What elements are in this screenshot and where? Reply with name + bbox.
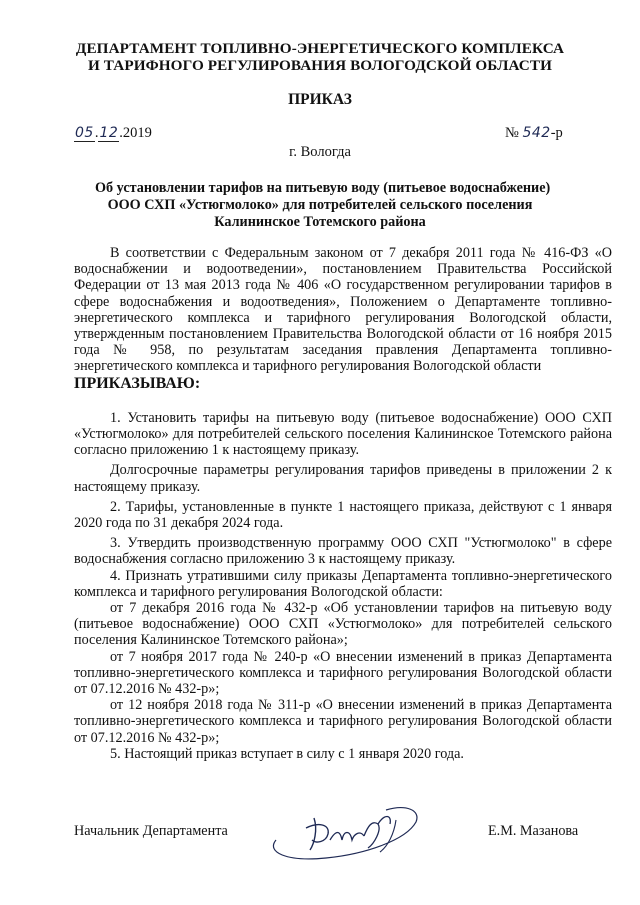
document-type: ПРИКАЗ bbox=[288, 91, 352, 108]
item-paragraph-9: 5. Настоящий приказ вступает в силу с 1 января 2020 года. bbox=[110, 745, 464, 762]
item-paragraph-5: 4. Признать утратившими силу приказы Департамента топливно-энергетического комплекса и тарифного регулирования Вологодской области: bbox=[74, 567, 612, 600]
item-paragraph-4: 3. Утвердить производственную программу ООО СХП "Устюгмолоко" в сфере водоснабжения согласно приложению 3 к настоящему приказу. bbox=[74, 535, 612, 568]
order-city: г. Вологда bbox=[289, 144, 351, 160]
order-number-value: 542 bbox=[522, 125, 551, 141]
order-number-suffix: -р bbox=[550, 125, 563, 141]
order-date-day: 05 bbox=[75, 125, 94, 141]
order-number-prefix: № bbox=[505, 125, 519, 141]
item-paragraph-7: от 7 ноября 2017 года № 240-р «О внесении изменений в приказ Департамента топливно-энергетического комплекса и тарифного регулирования Вологодской области от 07.12.2016 № 432-р»; bbox=[74, 648, 612, 698]
item-paragraph-1: 1. Установить тарифы на питьевую воду (питьевое водоснабжение) ООО СХП «Устюгмолоко» для потребителей сельского поселения Калининское Тотемского района согласно приложению 1 к настоящему приказу. bbox=[74, 409, 612, 459]
order-title bbox=[95, 180, 551, 231]
signatory-position: Начальник Департамента bbox=[74, 823, 228, 839]
handwritten-signature bbox=[256, 800, 426, 864]
preamble-paragraph: В соответствии с Федеральным законом от 7 декабря 2011 года № 416-ФЗ «О водоснабжении и водоотведении», постановлением Правительства Российской Федерации от 13 мая 2013 года № 406 «О государственном регулировании тарифов в сфере водоснабжения и водоотведения», Положением о Департаменте топливно-энергетического комплекса и тарифного регулирования Вологодской области, утвержденным постановлением Правительства Вологодской области от 16 ноября 2015 года № 958, по результатам заседания правления Департамента топливно-энергетического комплекса и тарифного регулирования Вологодской области bbox=[74, 245, 612, 375]
order-title-line-1: Об установлении тарифов на питьевую воду (питьевое водоснабжение) bbox=[95, 180, 551, 196]
order-date-year: .2019 bbox=[119, 125, 152, 141]
header-line-1: ДЕПАРТАМЕНТ ТОПЛИВНО-ЭНЕРГЕТИЧЕСКОГО КОМПЛЕКСА bbox=[75, 40, 565, 57]
item-paragraph-8: от 12 ноября 2018 года № 311-р «О внесении изменений в приказ Департамента топливно-энергетического комплекса и тарифного регулирования Вологодской области от 07.12.2016 № 432-р»; bbox=[74, 697, 612, 746]
order-title-line-2: ООО СХП «Устюгмолоко» для потребителей сельского поселения bbox=[107, 197, 533, 213]
order-body bbox=[74, 245, 612, 762]
order-title-line-3: Калининское Тотемского района bbox=[214, 214, 426, 230]
order-date: 05.12.2019 bbox=[75, 125, 152, 141]
signatory-name: Е.М. Мазанова bbox=[488, 823, 579, 839]
item-paragraph-3: 2. Тарифы, установленные в пункте 1 настоящего приказа, действуют с 1 января 2020 года по 31 декабря 2024 года. bbox=[74, 498, 612, 532]
header-line-2: И ТАРИФНОГО РЕГУЛИРОВАНИЯ ВОЛОГОДСКОЙ ОБЛАСТИ bbox=[87, 57, 553, 74]
item-paragraph-2: Долгосрочные параметры регулирования тарифов приведены в приложении 2 к настоящему приказу. bbox=[74, 462, 612, 495]
order-number bbox=[505, 125, 563, 142]
order-date-month: 12 bbox=[99, 125, 119, 141]
item-paragraph-6: от 7 декабря 2016 года № 432-р «Об установлении тарифов на питьевую воду (питьевое водоснабжение) ООО СХП «Устюгмолоко» для потребителей сельского поселения Калининское Тотемского района»; bbox=[74, 600, 612, 649]
command-heading: ПРИКАЗЫВАЮ: bbox=[74, 374, 201, 392]
